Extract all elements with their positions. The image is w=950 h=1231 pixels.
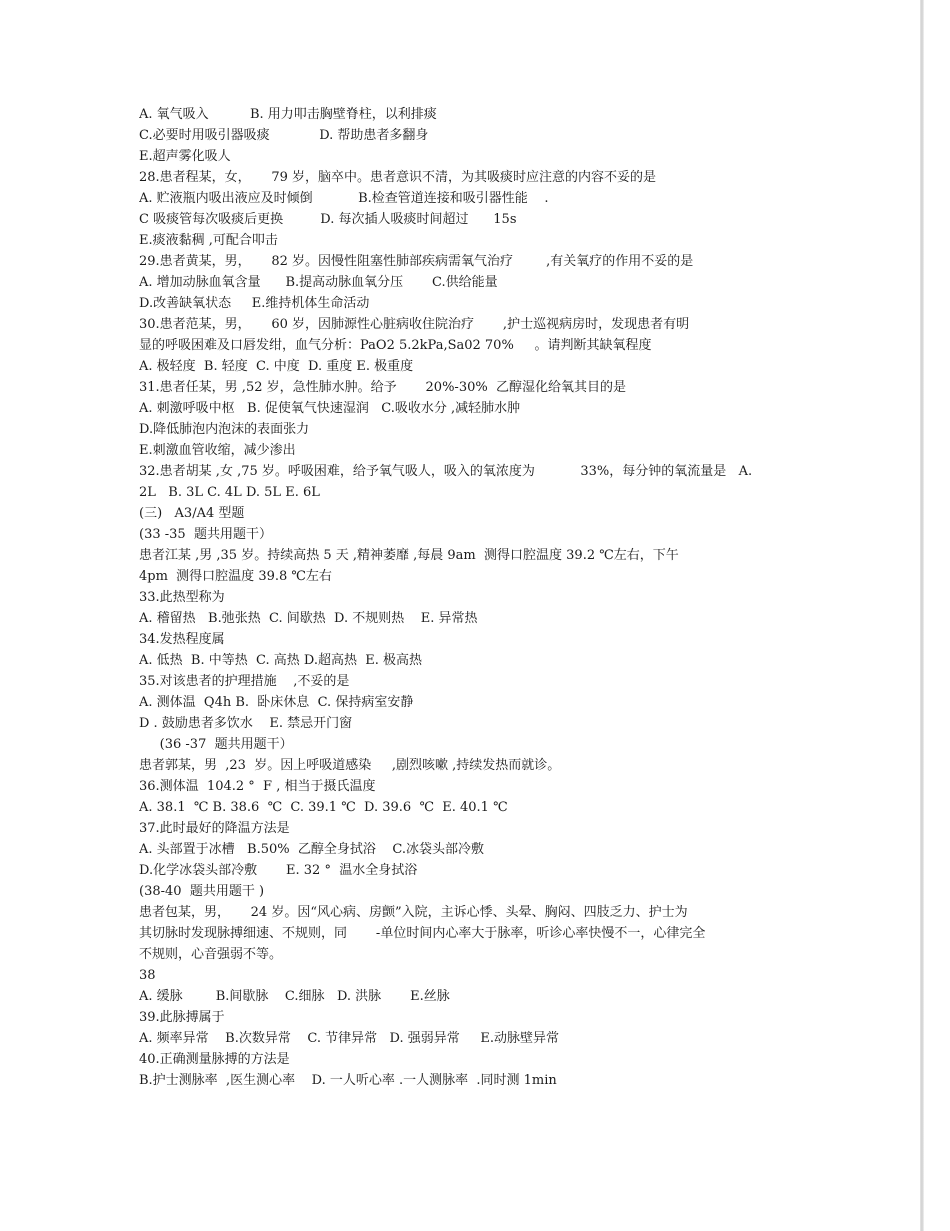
text-line: A. 增加动脉血氧含量 B.提高动脉血氧分压 C.供给能量 bbox=[139, 275, 498, 290]
text-line: 33.此热型称为 bbox=[139, 590, 225, 605]
text-line: 2L B. 3L C. 4L D. 5L E. 6L bbox=[139, 485, 320, 500]
text-line: 39.此脉搏属于 bbox=[139, 1010, 225, 1025]
text-line: A. 刺激呼吸中枢 B. 促使氧气快速湿润 C.吸收水分 ,减轻肺水肿 bbox=[139, 401, 521, 416]
text-line: 不规则，心音强弱不等。 bbox=[139, 947, 283, 962]
page-edge-shadow bbox=[920, 0, 924, 1231]
text-line: E.痰液黏稠 ,可配合叩击 bbox=[139, 233, 278, 248]
text-line: 4pm 测得口腔温度 39.8 ℃左右 bbox=[139, 569, 332, 584]
text-line: D . 鼓励患者多饮水 E. 禁忌开门窗 bbox=[139, 716, 353, 731]
text-line: 37.此时最好的降温方法是 bbox=[139, 821, 290, 836]
text-line: 30.患者范某，男， 60 岁，因肺源性心脏病收住院治疗 ,护士巡视病房时，发现患者有明 bbox=[139, 317, 690, 332]
text-line: 36.测体温 104.2 ° F , 相当于摄氏温度 bbox=[139, 779, 376, 794]
text-line: A. 极轻度 B. 轻度 C. 中度 D. 重度 E. 极重度 bbox=[139, 359, 414, 374]
text-line: (三) A3/A4 型题 bbox=[139, 506, 245, 521]
text-line: 其切脉时发现脉搏细速、不规则，同 -单位时间内心率大于脉率，听诊心率快慢不一，心律完全 bbox=[139, 926, 706, 941]
text-line: (33 -35 题共用题干） bbox=[139, 527, 272, 542]
text-line: 38 bbox=[139, 968, 156, 983]
text-line: A. 测体温 Q4h B. 卧床休息 C. 保持病室安静 bbox=[139, 695, 414, 710]
document-page bbox=[139, 104, 839, 1091]
text-line: E.刺激血管收缩，减少渗出 bbox=[139, 443, 296, 458]
text-line: A. 频率异常 B.次数异常 C. 节律异常 D. 强弱异常 E.动脉壁异常 bbox=[139, 1031, 560, 1046]
text-line: E.超声雾化吸人 bbox=[139, 149, 231, 164]
text-line: 患者郭某，男 ,23 岁。因上呼吸道感染 ,剧烈咳嗽 ,持续发热而就诊。 bbox=[139, 758, 561, 773]
text-line: 29.患者黄某，男， 82 岁。因慢性阻塞性肺部疾病需氧气治疗 ,有关氧疗的作用不妥的是 bbox=[139, 254, 694, 269]
text-line: 患者包某，男， 24 岁。因“风心病、房颤”入院，主诉心悸、头晕、胸闷、四肢乏力、护士为 bbox=[139, 905, 688, 920]
text-line: A. 氧气吸入 B. 用力叩击胸壁脊柱，以利排痰 bbox=[139, 107, 437, 122]
text-line: C 吸痰管每次吸痰后更换 D. 每次插人吸痰时间超过 15s bbox=[139, 212, 517, 227]
text-line: 34.发热程度属 bbox=[139, 632, 225, 647]
text-line: 32.患者胡某 ,女 ,75 岁。呼吸困难，给予氧气吸人，吸入的氧浓度为 33%，每分钟的氧流量是 A. bbox=[139, 464, 753, 479]
text-line: 28.患者程某，女， 79 岁，脑卒中。患者意识不清，为其吸痰时应注意的内容不妥的是 bbox=[139, 170, 657, 185]
text-line: 患者江某 ,男 ,35 岁。持续高热 5 天 ,精神萎靡 ,每晨 9am 测得口腔温度 39.2 ℃左右，下午 bbox=[139, 548, 679, 563]
text-line: D.化学冰袋头部冷敷 E. 32 ° 温水全身拭浴 bbox=[139, 863, 418, 878]
text-line: D.改善缺氧状态 E.维持机体生命活动 bbox=[139, 296, 370, 311]
text-line: A. 稽留热 B.弛张热 C. 间歇热 D. 不规则热 E. 异常热 bbox=[139, 611, 478, 626]
text-line: 35.对该患者的护理措施 ,不妥的是 bbox=[139, 674, 350, 689]
text-line: 40.正确测量脉搏的方法是 bbox=[139, 1052, 290, 1067]
text-line: 31.患者任某，男 ,52 岁，急性肺水肿。给予 20%-30% 乙醇湿化给氧其目的是 bbox=[139, 380, 626, 395]
text-line: D.降低肺泡内泡沫的表面张力 bbox=[139, 422, 310, 437]
text-line: B.护士测脉率 ,医生测心率 D. 一人听心率 .一人测脉率 .同时测 1min bbox=[139, 1073, 557, 1088]
text-line: A. 低热 B. 中等热 C. 高热 D.超高热 E. 极高热 bbox=[139, 653, 422, 668]
text-line: (36 -37 题共用题干） bbox=[139, 737, 293, 752]
text-line: (38-40 题共用题干 ) bbox=[139, 884, 265, 899]
text-line: 显的呼吸困难及口唇发绀，血气分析：PaO2 5.2kPa,Sa02 70% 。请判断其缺氧程度 bbox=[139, 338, 652, 353]
text-line: C.必要时用吸引器吸痰 D. 帮助患者多翻身 bbox=[139, 128, 429, 143]
text-line: A. 38.1 ℃ B. 38.6 ℃ C. 39.1 ℃ D. 39.6 ℃ E. 40.1 ℃ bbox=[139, 800, 508, 815]
text-line: A. 缓脉 B.间歇脉 C.细脉 D. 洪脉 E.丝脉 bbox=[139, 989, 450, 1004]
text-line: A. 贮液瓶内吸出液应及时倾倒 B.检查管道连接和吸引器性能 . bbox=[139, 191, 549, 206]
text-line: A. 头部置于冰槽 B.50% 乙醇全身拭浴 C.冰袋头部冷敷 bbox=[139, 842, 485, 857]
